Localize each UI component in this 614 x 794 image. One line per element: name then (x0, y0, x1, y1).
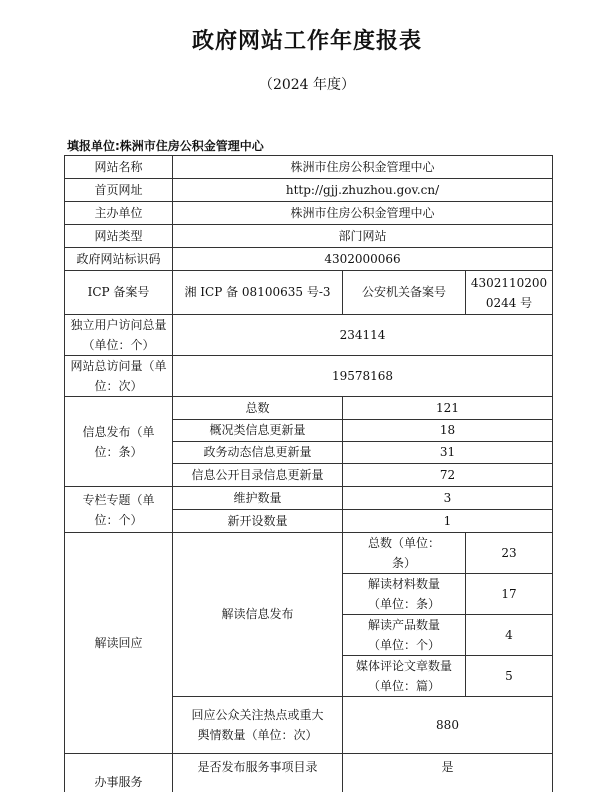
services-label: 办事服务 (65, 754, 173, 792)
table-row (65, 248, 553, 271)
info-item-value: 18 (343, 420, 553, 442)
table-row (65, 754, 553, 792)
table-row (65, 202, 553, 225)
icp-label: ICP 备案号 (65, 271, 173, 315)
homepage-url[interactable]: http://gjj.zhuzhou.gov.cn/ (173, 179, 553, 202)
site-code-value: 4302000066 (173, 248, 553, 271)
police-record-label: 公安机关备案号 (343, 271, 466, 315)
site-name-value: 株洲市住房公积金管理中心 (173, 156, 553, 179)
table-row (65, 225, 553, 248)
table-row (65, 271, 553, 315)
interpretation-item-label: 解读材料数量（单位：条） (343, 574, 466, 615)
filing-unit: 填报单位:株洲市住房公积金管理中心 (67, 139, 264, 153)
interpretation-item-label: 解读产品数量（单位：个） (343, 615, 466, 656)
info-publish-label: 信息发布（单位：条） (65, 397, 173, 487)
table-row (65, 356, 553, 397)
interpretation-item-value: 5 (466, 656, 553, 697)
column-item-label: 维护数量 (173, 487, 343, 510)
interpretation-publish-label: 解读信息发布 (173, 533, 343, 697)
interpretation-label: 解读回应 (65, 533, 173, 754)
table-row (65, 487, 553, 510)
column-item-label: 新开设数量 (173, 510, 343, 533)
table-row (65, 397, 553, 420)
report-year: （2024 年度） (258, 77, 356, 93)
columns-label: 专栏专题（单位：个） (65, 487, 173, 533)
uv-label: 独立用户访问总量（单位：个） (65, 315, 173, 356)
info-item-label: 信息公开目录信息更新量 (173, 464, 343, 487)
interpretation-item-value: 4 (466, 615, 553, 656)
report-title: 政府网站工作年度报表 (191, 29, 422, 54)
site-name-label: 网站名称 (65, 156, 173, 179)
sponsor-value: 株洲市住房公积金管理中心 (173, 202, 553, 225)
response-label: 回应公众关注热点或重大舆情数量（单位：次） (173, 697, 343, 754)
table-row (65, 156, 553, 179)
sponsor-label: 主办单位 (65, 202, 173, 225)
pv-label: 网站总访问量（单位：次） (65, 356, 173, 397)
interpretation-item-label: 媒体评论文章数量（单位：篇） (343, 656, 466, 697)
info-item-label: 政务动态信息更新量 (173, 442, 343, 464)
services-item-label: 是否发布服务事项目录 (173, 754, 343, 792)
icp-value: 湘 ICP 备 08100635 号-3 (173, 271, 343, 315)
info-item-label: 总数 (173, 397, 343, 420)
info-item-value: 121 (343, 397, 553, 420)
site-type-label: 网站类型 (65, 225, 173, 248)
homepage-label: 首页网址 (65, 179, 173, 202)
column-item-value: 1 (343, 510, 553, 533)
site-type-value: 部门网站 (173, 225, 553, 248)
table-row (65, 315, 553, 356)
interpretation-item-label: 总数（单位：条） (343, 533, 466, 574)
interpretation-item-value: 17 (466, 574, 553, 615)
report-table (64, 155, 553, 792)
site-code-label: 政府网站标识码 (65, 248, 173, 271)
pv-value: 19578168 (173, 356, 553, 397)
column-item-value: 3 (343, 487, 553, 510)
table-row (65, 533, 553, 574)
info-item-value: 72 (343, 464, 553, 487)
response-value: 880 (343, 697, 553, 754)
services-item-value: 是 (343, 754, 553, 792)
uv-value: 234114 (173, 315, 553, 356)
interpretation-item-value: 23 (466, 533, 553, 574)
info-item-value: 31 (343, 442, 553, 464)
table-row (65, 179, 553, 202)
info-item-label: 概况类信息更新量 (173, 420, 343, 442)
police-record-value: 43021102000244 号 (466, 271, 553, 315)
